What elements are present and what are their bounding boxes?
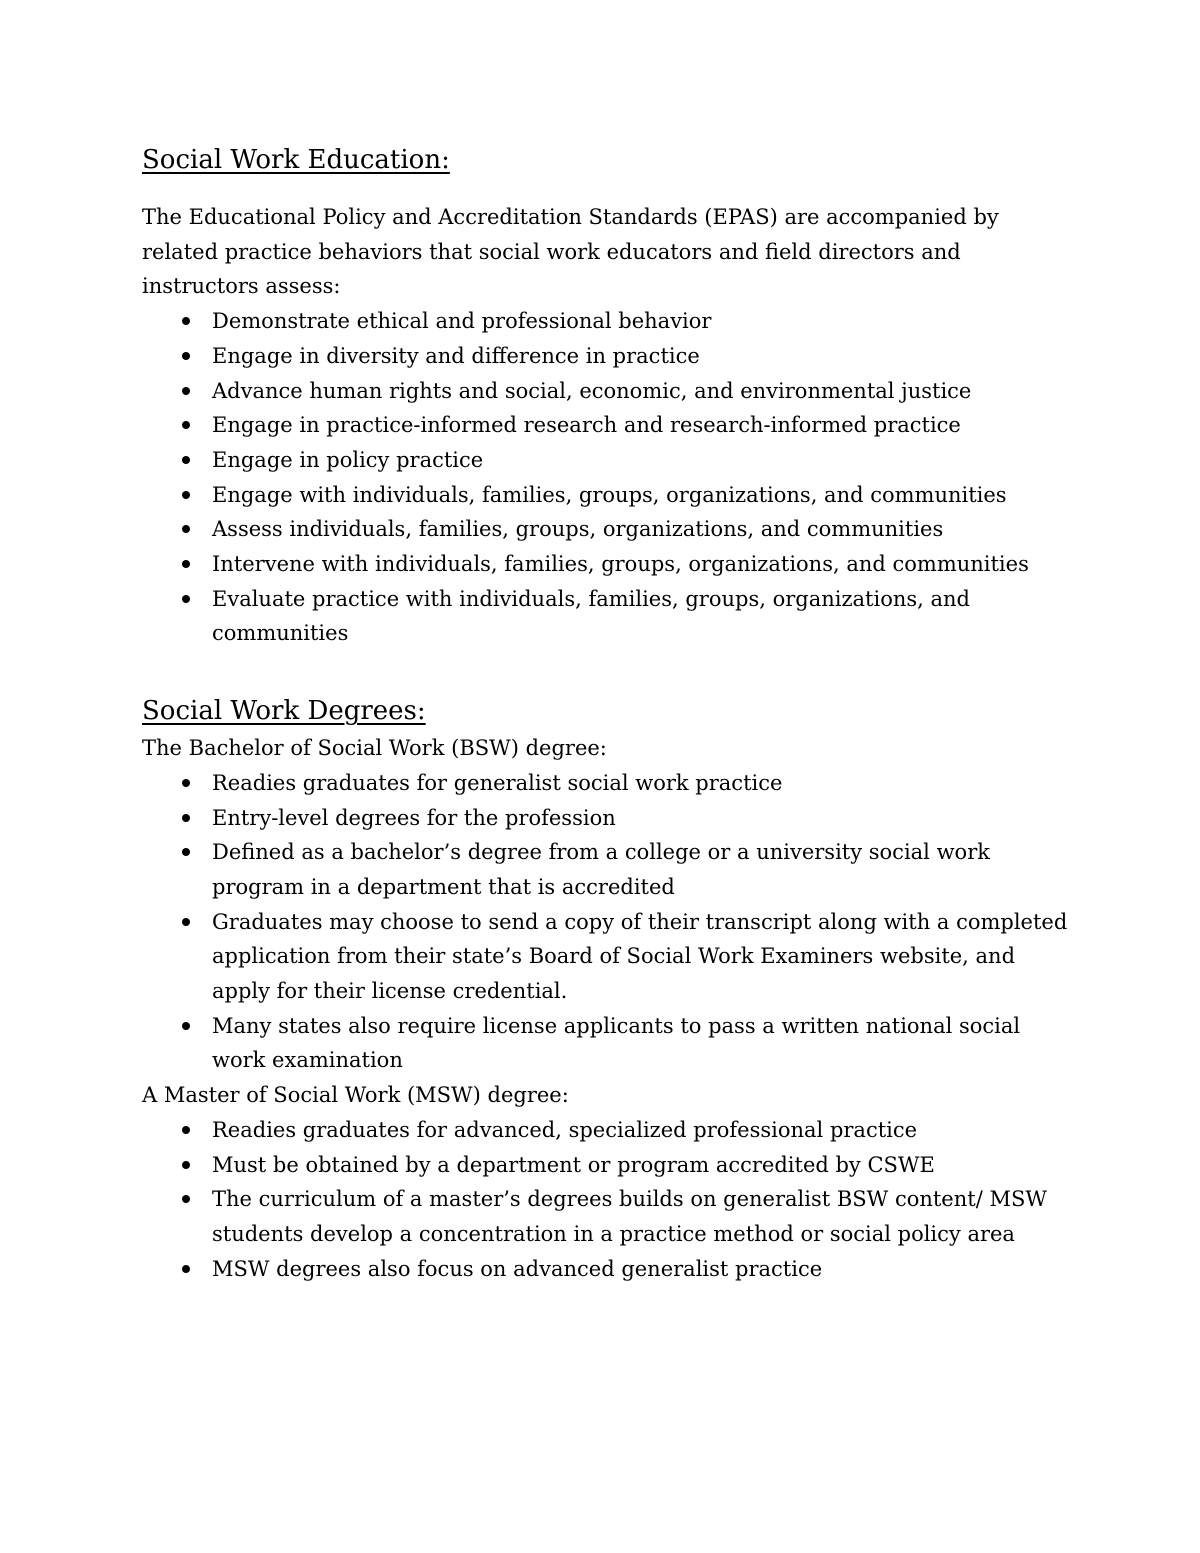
list-item [212,547,1077,582]
list-item-text: Defined as a bachelor’s degree from a college or a university social work program in a department that is accredited [212,840,990,899]
msw-list [142,1113,1077,1287]
bullet-icon [182,918,190,926]
list-item [212,801,1077,836]
list-item-text: Readies graduates for generalist social work practice [212,770,783,795]
list-item [212,905,1077,1009]
list-item-text: Many states also require license applicants to pass a written national social work examination [212,1013,1021,1073]
list-item-text: Readies graduates for advanced, specialized professional practice [212,1117,918,1142]
list-item-text: Must be obtained by a department or program accredited by CSWE [212,1152,935,1177]
list-item-text: Assess individuals, families, groups, organizations, and communities [212,517,944,542]
list-item [212,443,1077,478]
bsw-intro: The Bachelor of Social Work (BSW) degree: [142,736,607,761]
bullet-icon [182,1161,190,1169]
education-intro: The Educational Policy and Accreditation Standards (EPAS) are accompanied by related practice behaviors that social work educators and field directors and instructors assess: [142,205,999,299]
bullet-icon [182,317,190,325]
bullet-icon [182,814,190,822]
list-item [212,835,1077,904]
bsw-list [142,766,1077,1078]
education-list [142,304,1077,651]
document-content [142,140,1077,1286]
bullet-icon [182,1195,190,1203]
bullet-icon [182,456,190,464]
bullet-icon [182,491,190,499]
list-item [212,408,1077,443]
bullet-icon [182,1022,190,1030]
list-item [212,478,1077,513]
list-item [212,374,1077,409]
list-item [212,582,1077,651]
list-item-text: Intervene with individuals, families, groups, organizations, and communities [212,552,1029,577]
list-item-text: The curriculum of a master’s degrees builds on generalist BSW content/ MSW students develop a concentration in a practice method or social policy area [212,1187,1047,1246]
list-item-text: Entry-level degrees for the profession [212,805,616,830]
list-item-text: Graduates may choose to send a copy of their transcript along with a completed application from their state’s Board of Social Work Examiners website, and apply for their license credential. [212,909,1068,1004]
bullet-icon [182,525,190,533]
list-item-text: Advance human rights and social, economic, and environmental justice [212,378,972,403]
bullet-icon [182,848,190,856]
msw-intro: A Master of Social Work (MSW) degree: [142,1083,569,1108]
bullet-icon [182,1265,190,1273]
list-item-text: Demonstrate ethical and professional behavior [212,309,712,334]
list-item [212,512,1077,547]
degrees-heading: Social Work Degrees: [142,696,426,727]
list-item [212,1113,1077,1148]
list-item-text: Engage with individuals, families, groups, organizations, and communities [212,482,1007,507]
bullet-icon [182,779,190,787]
bullet-icon [182,1126,190,1134]
list-item [212,339,1077,374]
bullet-icon [182,595,190,603]
bullet-icon [182,352,190,360]
list-item-text: MSW degrees also focus on advanced generalist practice [212,1256,823,1281]
list-item [212,1148,1077,1183]
bullet-icon [182,560,190,568]
list-item [212,1252,1077,1287]
list-item-text: Engage in policy practice [212,447,484,472]
list-item [212,304,1077,339]
list-item-text: Engage in diversity and difference in practice [212,343,700,368]
list-item [212,766,1077,801]
list-item [212,1009,1077,1078]
list-item-text: Engage in practice-informed research and research-informed practice [212,413,961,438]
bullet-icon [182,387,190,395]
education-heading: Social Work Education: [142,145,450,175]
list-item-text: Evaluate practice with individuals, families, groups, organizations, and communities [212,586,970,646]
bullet-icon [182,421,190,429]
list-item [212,1182,1077,1251]
